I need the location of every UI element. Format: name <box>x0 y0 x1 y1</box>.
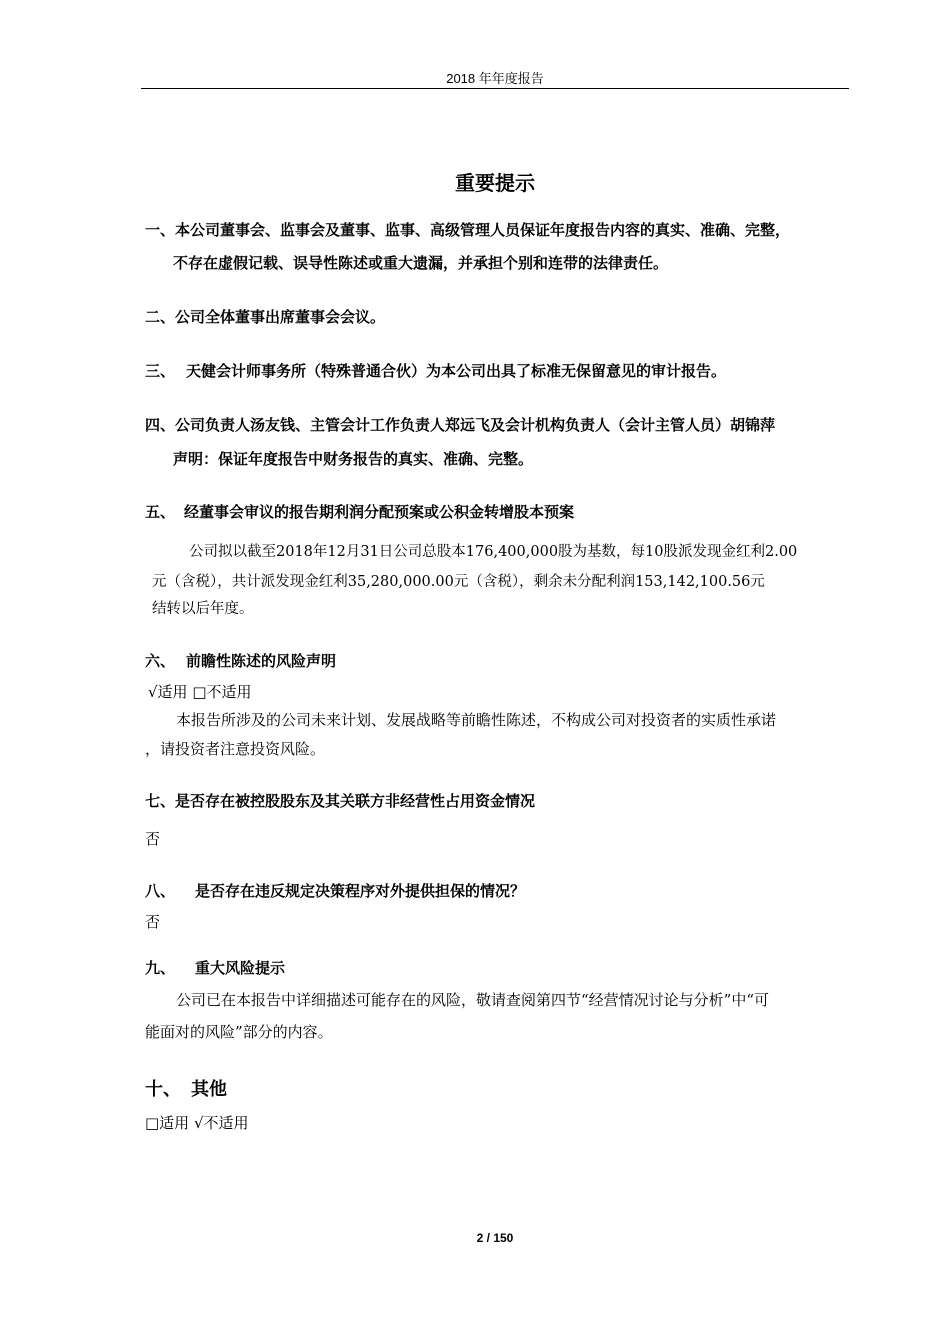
section-1-line-1: 一、本公司董事会、监事会及董事、监事、高级管理人员保证年度报告内容的真实、准确、完整， <box>145 221 791 239</box>
section-5-number: 五、 <box>145 503 176 521</box>
section-6-applicability: √适用 □不适用 <box>148 683 252 701</box>
section-9-number: 九、 <box>145 959 176 977</box>
section-3-number: 三、 <box>145 362 176 380</box>
page-header: 2018 年年度报告 <box>446 71 544 86</box>
section-4-line-2: 声明：保证年度报告中财务报告的真实、准确、完整。 <box>173 450 534 468</box>
section-6-number: 六、 <box>145 652 176 670</box>
section-5-heading: 经董事会审议的报告期利润分配预案或公积金转增股本预案 <box>184 503 575 521</box>
section-6-heading: 前瞻性陈述的风险声明 <box>186 652 337 670</box>
section-5-body-line-3: 结转以后年度。 <box>152 601 254 617</box>
section-8-heading: 是否存在违反规定决策程序对外提供担保的情况？ <box>195 882 526 900</box>
section-6-body-line-2: ，请投资者注意投资风险。 <box>145 740 326 758</box>
section-8-answer: 否 <box>145 913 161 931</box>
section-4-line-1: 四、公司负责人汤友钱、主管会计工作负责人郑远飞及会计机构负责人（会计主管人员）胡锦萍 <box>145 416 776 434</box>
section-9-body-line-1: 公司已在本报告中详细描述可能存在的风险，敬请查阅第四节“经营情况讨论与分析”中“可 <box>176 991 770 1009</box>
section-9-heading: 重大风险提示 <box>195 959 286 977</box>
section-3-text: 天健会计师事务所（特殊普通合伙）为本公司出具了标准无保留意见的审计报告。 <box>186 362 727 380</box>
section-2-line-1: 二、公司全体董事出席董事会会议。 <box>145 308 386 326</box>
section-10-heading: 其他 <box>191 1079 227 1100</box>
header-divider <box>141 88 849 89</box>
page-number: 2 / 150 <box>476 1231 514 1245</box>
page-title: 重要提示 <box>455 171 535 195</box>
section-10-number: 十、 <box>145 1079 181 1100</box>
section-7-answer: 否 <box>145 830 161 848</box>
section-10-applicability: □适用 √不适用 <box>145 1114 249 1132</box>
section-9-body-line-2: 能面对的风险”部分的内容。 <box>145 1023 333 1041</box>
section-7-heading: 七、是否存在被控股股东及其关联方非经营性占用资金情况 <box>145 792 536 810</box>
section-6-body-line-1: 本报告所涉及的公司未来计划、发展战略等前瞻性陈述，不构成公司对投资者的实质性承诺 <box>176 711 777 729</box>
section-5-body-line-1: 公司拟以截至2018年12月31日公司总股本176,400,000股为基数，每10股派发现金红利2.00 <box>189 544 798 560</box>
section-8-number: 八、 <box>145 882 176 900</box>
section-1-line-2: 不存在虚假记载、误导性陈述或重大遗漏，并承担个别和连带的法律责任。 <box>173 254 669 272</box>
section-5-body-line-2: 元（含税），共计派发现金红利35,280,000.00元（含税），剩余未分配利润153,142,100.56元 <box>152 574 765 590</box>
